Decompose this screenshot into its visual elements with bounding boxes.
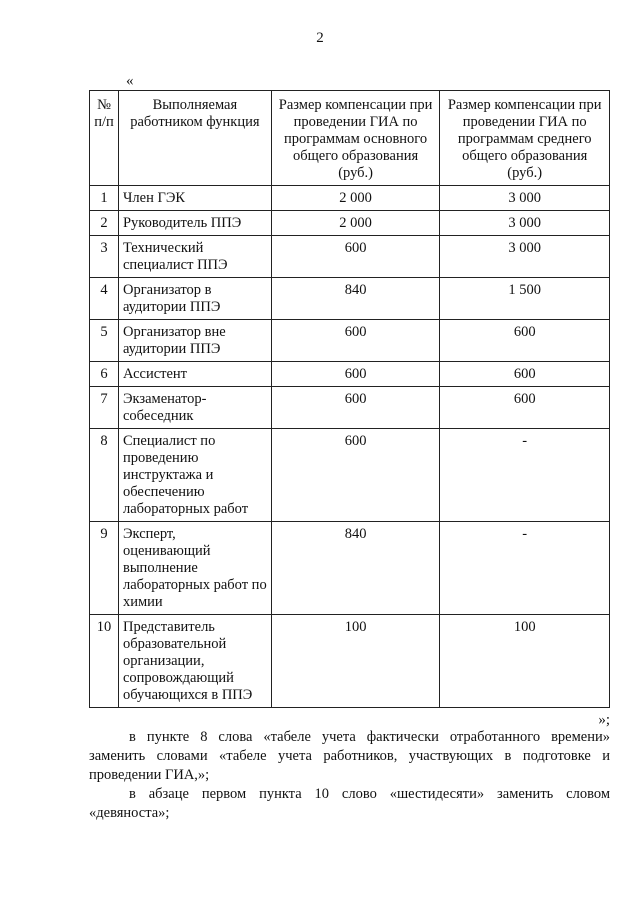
table-header-row — [90, 91, 610, 186]
amendment-paragraph-2: в абзаце первом пункта 10 слово «шестидесяти» заменить словом «девяноста»; — [89, 786, 610, 821]
row-function: Организатор в аудитории ППЭ — [118, 278, 271, 320]
amendment-paragraph-1: в пункте 8 слова «табеле учета фактически отработанного времени» заменить словами «табеле учета работников, участвующих в подготовке и проведении ГИА,»; — [89, 729, 610, 783]
row-secondary-amount: 600 — [440, 320, 610, 362]
row-function: Экзаменатор-собеседник — [118, 387, 271, 429]
row-function: Технический специалист ППЭ — [118, 236, 271, 278]
row-secondary-amount: 600 — [440, 362, 610, 387]
row-number: 10 — [90, 615, 119, 708]
page-number: 2 — [316, 30, 324, 46]
row-basic-amount: 600 — [271, 429, 440, 522]
row-number: 5 — [90, 320, 119, 362]
row-secondary-amount: 3 000 — [440, 211, 610, 236]
opening-quote: « — [126, 73, 134, 89]
row-number: 7 — [90, 387, 119, 429]
header-secondary-education: Размер компенсации при проведении ГИА по программам среднего общего образования (руб.) — [440, 91, 610, 186]
row-secondary-amount: 600 — [440, 387, 610, 429]
row-function: Специалист по проведению инструктажа и обеспечению лабораторных работ — [118, 429, 271, 522]
row-number: 9 — [90, 522, 119, 615]
row-function: Член ГЭК — [118, 186, 271, 211]
row-basic-amount: 840 — [271, 522, 440, 615]
row-secondary-amount: 100 — [440, 615, 610, 708]
table-row — [90, 615, 610, 708]
row-basic-amount: 600 — [271, 236, 440, 278]
row-number: 3 — [90, 236, 119, 278]
row-basic-amount: 2 000 — [271, 211, 440, 236]
closing-quote: »; — [598, 712, 610, 728]
row-number: 8 — [90, 429, 119, 522]
row-function: Руководитель ППЭ — [118, 211, 271, 236]
row-function: Представитель образовательной организации, сопровождающий обучающихся в ППЭ — [118, 615, 271, 708]
row-function: Организатор вне аудитории ППЭ — [118, 320, 271, 362]
row-secondary-amount: - — [440, 522, 610, 615]
table-row — [90, 362, 610, 387]
row-number: 2 — [90, 211, 119, 236]
row-function: Ассистент — [118, 362, 271, 387]
row-secondary-amount: 1 500 — [440, 278, 610, 320]
table-row — [90, 429, 610, 522]
header-number: № п/п — [90, 91, 119, 186]
row-number: 6 — [90, 362, 119, 387]
table-row — [90, 387, 610, 429]
row-basic-amount: 600 — [271, 320, 440, 362]
row-basic-amount: 2 000 — [271, 186, 440, 211]
table-row — [90, 211, 610, 236]
row-basic-amount: 840 — [271, 278, 440, 320]
table-row — [90, 278, 610, 320]
header-function: Выполняемая работником функция — [118, 91, 271, 186]
row-number: 4 — [90, 278, 119, 320]
row-basic-amount: 600 — [271, 362, 440, 387]
row-secondary-amount: 3 000 — [440, 236, 610, 278]
compensation-table — [89, 90, 610, 708]
table-row — [90, 186, 610, 211]
row-function: Эксперт, оценивающий выполнение лабораторных работ по химии — [118, 522, 271, 615]
row-secondary-amount: - — [440, 429, 610, 522]
header-basic-education: Размер компенсации при проведении ГИА по программам основного общего образования (руб.) — [271, 91, 440, 186]
table-row — [90, 320, 610, 362]
row-basic-amount: 600 — [271, 387, 440, 429]
row-basic-amount: 100 — [271, 615, 440, 708]
row-secondary-amount: 3 000 — [440, 186, 610, 211]
table-row — [90, 236, 610, 278]
row-number: 1 — [90, 186, 119, 211]
table-row — [90, 522, 610, 615]
